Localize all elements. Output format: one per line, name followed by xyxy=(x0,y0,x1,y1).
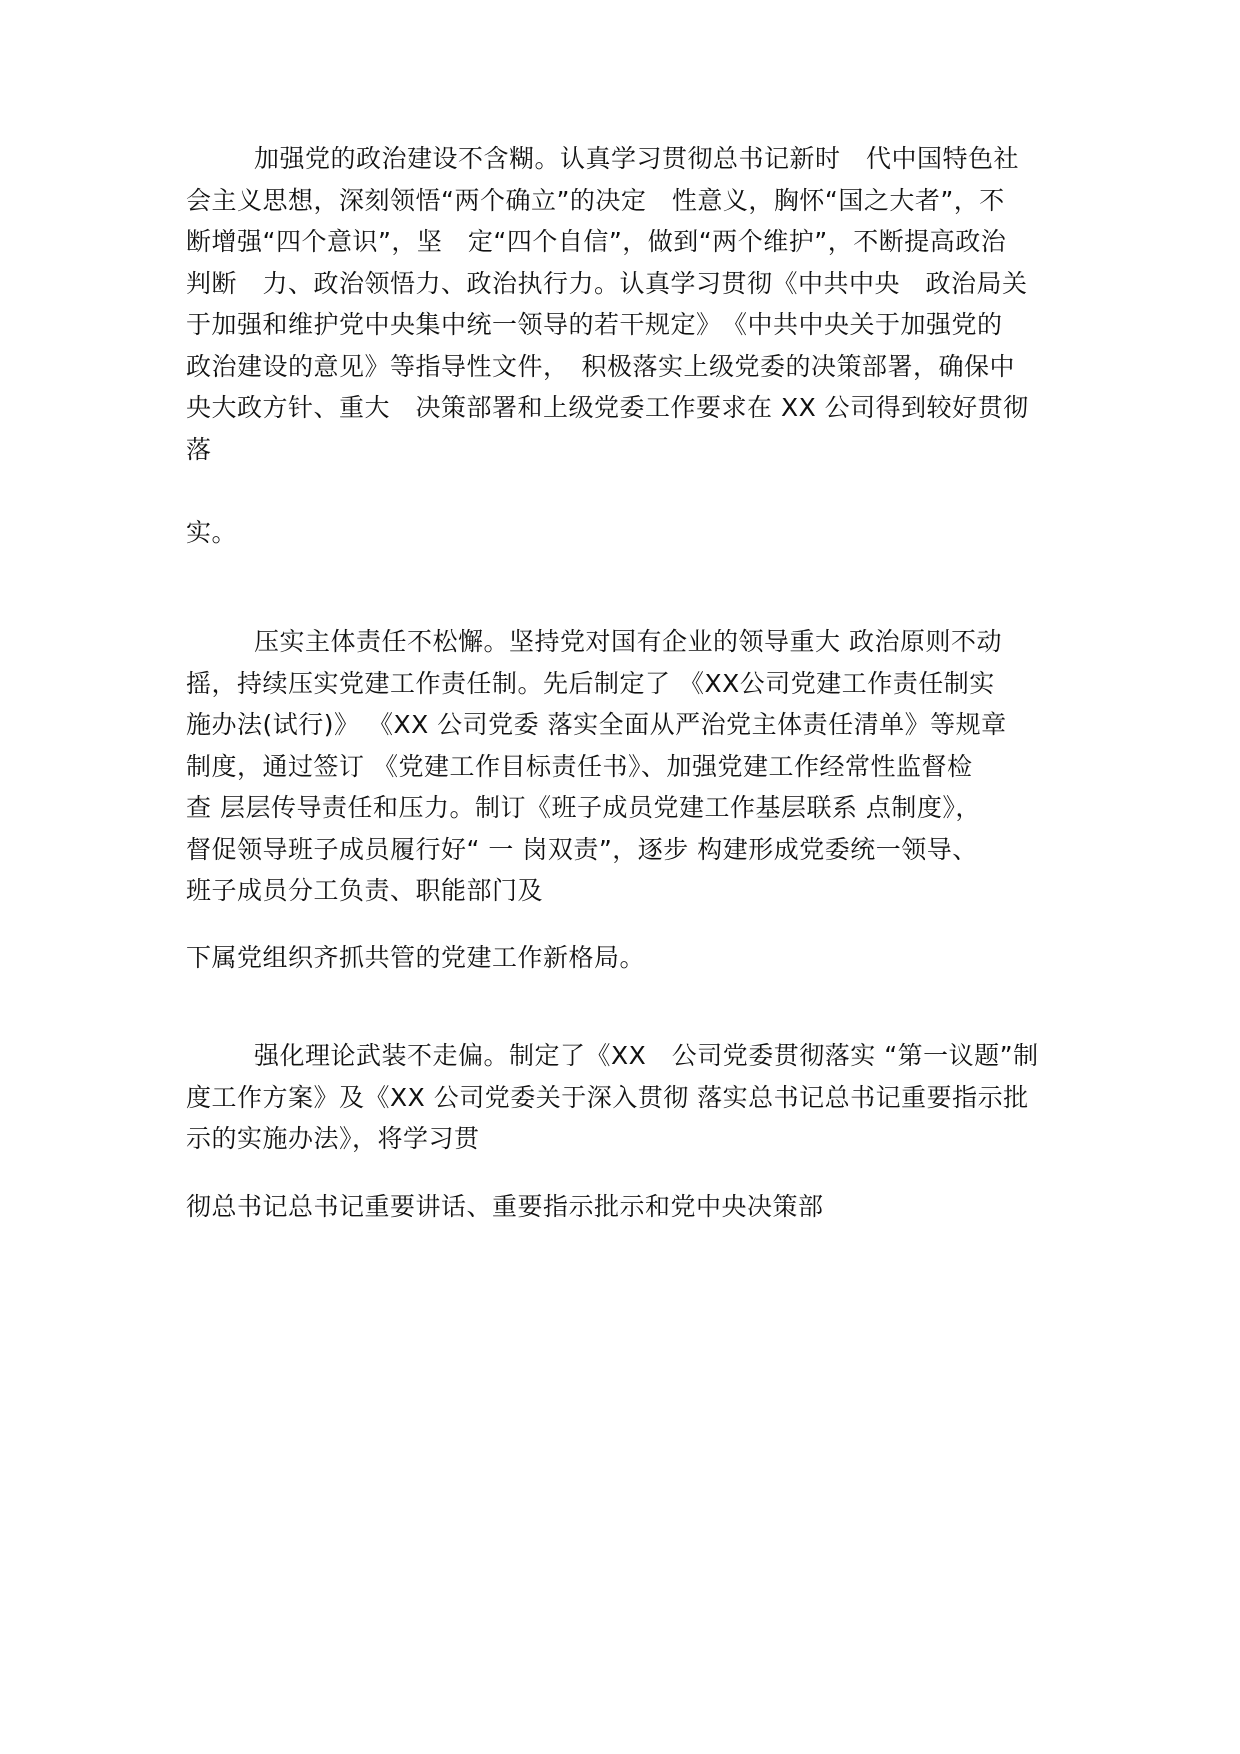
paragraph-line: 于加强和维护党中央集中统一领导的若干规定》 《中共中央关于加强党的 xyxy=(186,310,1003,339)
paragraph-2 xyxy=(186,621,1086,912)
paragraph-line: 加强党的政治建设不含糊。认真学习贯彻总书记新时 代中国特色社 xyxy=(254,144,1020,173)
paragraph-line: 落 xyxy=(186,434,212,464)
paragraph-line: 彻总书记总书记重要讲话、重要指示批示和党中央决策部 xyxy=(186,1192,824,1221)
paragraph-line: 政治建设的意见》等指导性文件， 积极落实上级党委的决策部署，确保中 xyxy=(186,351,1016,381)
paragraph-line: 强化理论武装不走偏。制定了《XX 公司党委贯彻落实 “第一议题”制 xyxy=(254,1041,1039,1070)
paragraph-1 xyxy=(186,138,1086,470)
paragraph-line: 下属党组织齐抓共管的党建工作新格局。 xyxy=(186,943,646,972)
paragraph-line: 实。 xyxy=(186,518,238,547)
paragraph-line: 断增强“四个意识”，坚 定“四个自信”，做到“两个维护”，不断提高政治 xyxy=(186,227,1007,256)
paragraph-3-tail xyxy=(186,1186,1086,1228)
paragraph-line: 示的实施办法》，将学习贯 xyxy=(186,1124,480,1153)
paragraph-line: 制度，通过签订 《党建工作目标责任书》、加强党建工作经常性监督检 xyxy=(186,751,973,781)
paragraph-2-tail xyxy=(186,937,1086,979)
paragraph-line: 施办法(试行)》 《XX 公司党委 落实全面从严治党主体责任清单》等规章 xyxy=(186,710,1007,739)
paragraph-line: 央大政方针、重大 决策部署和上级党委工作要求在 XX 公司得到较好贯彻 xyxy=(186,393,1029,422)
paragraph-1-tail xyxy=(186,512,1086,554)
paragraph-line: 班子成员分工负责、职能部门及 xyxy=(186,876,544,905)
paragraph-3 xyxy=(186,1035,1086,1160)
paragraph-line: 压实主体责任不松懈。坚持党对国有企业的领导重大 政治原则不动 xyxy=(254,627,1002,656)
paragraph-line: 摇，持续压实党建工作责任制。先后制定了 《XX公司党建工作责任制实 xyxy=(186,668,995,698)
paragraph-line: 查 层层传导责任和压力。制订《班子成员党建工作基层联系 点制度》， xyxy=(186,793,981,822)
paragraph-line: 督促领导班子成员履行好“ 一 岗双责”，逐步 构建形成党委统一领导、 xyxy=(186,834,978,864)
paragraph-line: 判断 力、政治领悟力、政治执行力。认真学习贯彻《中共中央 政治局关 xyxy=(186,268,1028,298)
paragraph-line: 度工作方案》及《XX 公司党委关于深入贯彻 落实总书记总书记重要指示批 xyxy=(186,1082,1029,1112)
paragraph-line: 会主义思想，深刻领悟“两个确立”的决定 性意义，胸怀“国之大者”，不 xyxy=(186,185,1005,215)
